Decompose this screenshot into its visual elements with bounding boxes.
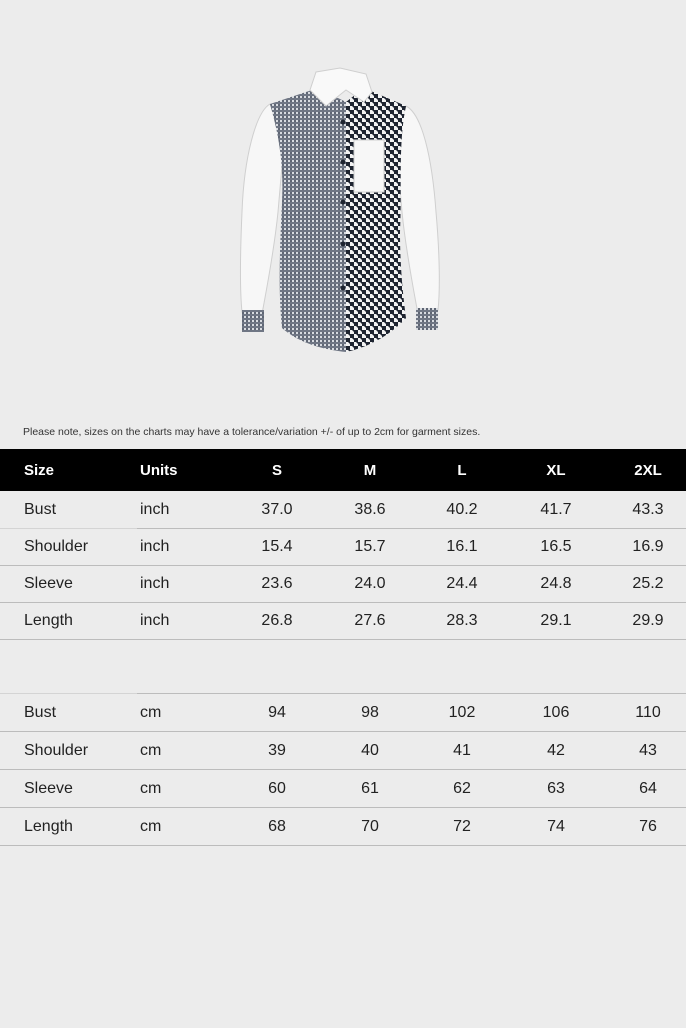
value-l: 28.3 xyxy=(446,612,478,629)
row-name: Sleeve xyxy=(24,575,73,592)
row-name: Length xyxy=(24,612,73,629)
value-s: 37.0 xyxy=(261,500,293,518)
row-name: Sleeve xyxy=(24,779,73,797)
header-units: Units xyxy=(140,461,178,479)
table-row-inch-bust xyxy=(0,491,686,528)
row-name: Shoulder xyxy=(24,741,89,759)
value-l: 62 xyxy=(453,779,471,797)
row-unit: inch xyxy=(140,538,170,555)
value-2xl: 43.3 xyxy=(632,500,664,518)
value-s: 23.6 xyxy=(261,575,293,592)
row-unit: cm xyxy=(140,703,162,721)
row-unit: inch xyxy=(140,575,170,592)
value-2xl: 76 xyxy=(639,817,657,835)
value-2xl: 29.9 xyxy=(632,612,664,629)
row-unit: cm xyxy=(140,741,162,759)
value-xl: 24.8 xyxy=(540,575,572,592)
row-name: Bust xyxy=(24,500,57,518)
value-xl: 42 xyxy=(547,741,565,759)
shirt-image xyxy=(230,62,452,362)
size-tolerance-note: Please note, sizes on the charts may have a tolerance/variation +/- of up to 2cm for garment sizes. xyxy=(23,426,481,438)
value-l: 16.1 xyxy=(446,538,478,555)
value-l: 72 xyxy=(453,817,471,835)
value-2xl: 16.9 xyxy=(632,538,664,555)
table-row-inch-sleeve xyxy=(0,566,686,602)
value-xl: 29.1 xyxy=(540,612,572,629)
size-table-header xyxy=(0,449,686,491)
value-s: 94 xyxy=(268,703,286,721)
table-row-cm-sleeve xyxy=(0,770,686,807)
row-name: Length xyxy=(24,817,73,835)
value-m: 38.6 xyxy=(354,500,386,518)
row-unit: cm xyxy=(140,817,162,835)
row-unit: inch xyxy=(140,500,170,518)
value-m: 98 xyxy=(361,703,379,721)
value-s: 15.4 xyxy=(261,538,293,555)
value-xl: 41.7 xyxy=(540,500,572,518)
header-m: M xyxy=(363,461,377,479)
value-s: 68 xyxy=(268,817,286,835)
value-m: 15.7 xyxy=(354,538,386,555)
row-unit: inch xyxy=(140,612,170,629)
value-s: 60 xyxy=(268,779,286,797)
value-m: 40 xyxy=(361,741,379,759)
row-unit: cm xyxy=(140,779,162,797)
product-image xyxy=(230,62,452,362)
value-xl: 106 xyxy=(542,703,570,721)
header-size: Size xyxy=(24,461,55,479)
value-l: 102 xyxy=(448,703,476,721)
value-m: 24.0 xyxy=(354,575,386,592)
value-m: 27.6 xyxy=(354,612,386,629)
value-2xl: 25.2 xyxy=(632,575,664,592)
value-s: 39 xyxy=(268,741,286,759)
value-l: 40.2 xyxy=(446,500,478,518)
value-l: 24.4 xyxy=(446,575,478,592)
header-s: S xyxy=(271,461,282,479)
header-2xl: 2XL xyxy=(634,461,662,479)
table-row-cm-length xyxy=(0,808,686,845)
table-row-cm-bust xyxy=(0,694,686,731)
value-2xl: 110 xyxy=(635,703,661,721)
value-2xl: 64 xyxy=(639,779,657,797)
value-m: 61 xyxy=(361,779,379,797)
header-xl: XL xyxy=(546,461,566,479)
value-xl: 74 xyxy=(547,817,565,835)
value-xl: 63 xyxy=(547,779,565,797)
table-row-cm-shoulder xyxy=(0,732,686,769)
table-row-inch-length xyxy=(0,603,686,639)
row-name: Bust xyxy=(24,703,57,721)
value-xl: 16.5 xyxy=(540,538,572,555)
header-l: L xyxy=(457,461,467,479)
value-m: 70 xyxy=(361,817,379,835)
value-2xl: 43 xyxy=(639,741,657,759)
value-s: 26.8 xyxy=(261,612,293,629)
value-l: 41 xyxy=(453,741,471,759)
table-row-inch-shoulder xyxy=(0,529,686,565)
row-divider xyxy=(0,639,686,640)
row-divider xyxy=(0,845,686,846)
row-name: Shoulder xyxy=(24,538,89,555)
